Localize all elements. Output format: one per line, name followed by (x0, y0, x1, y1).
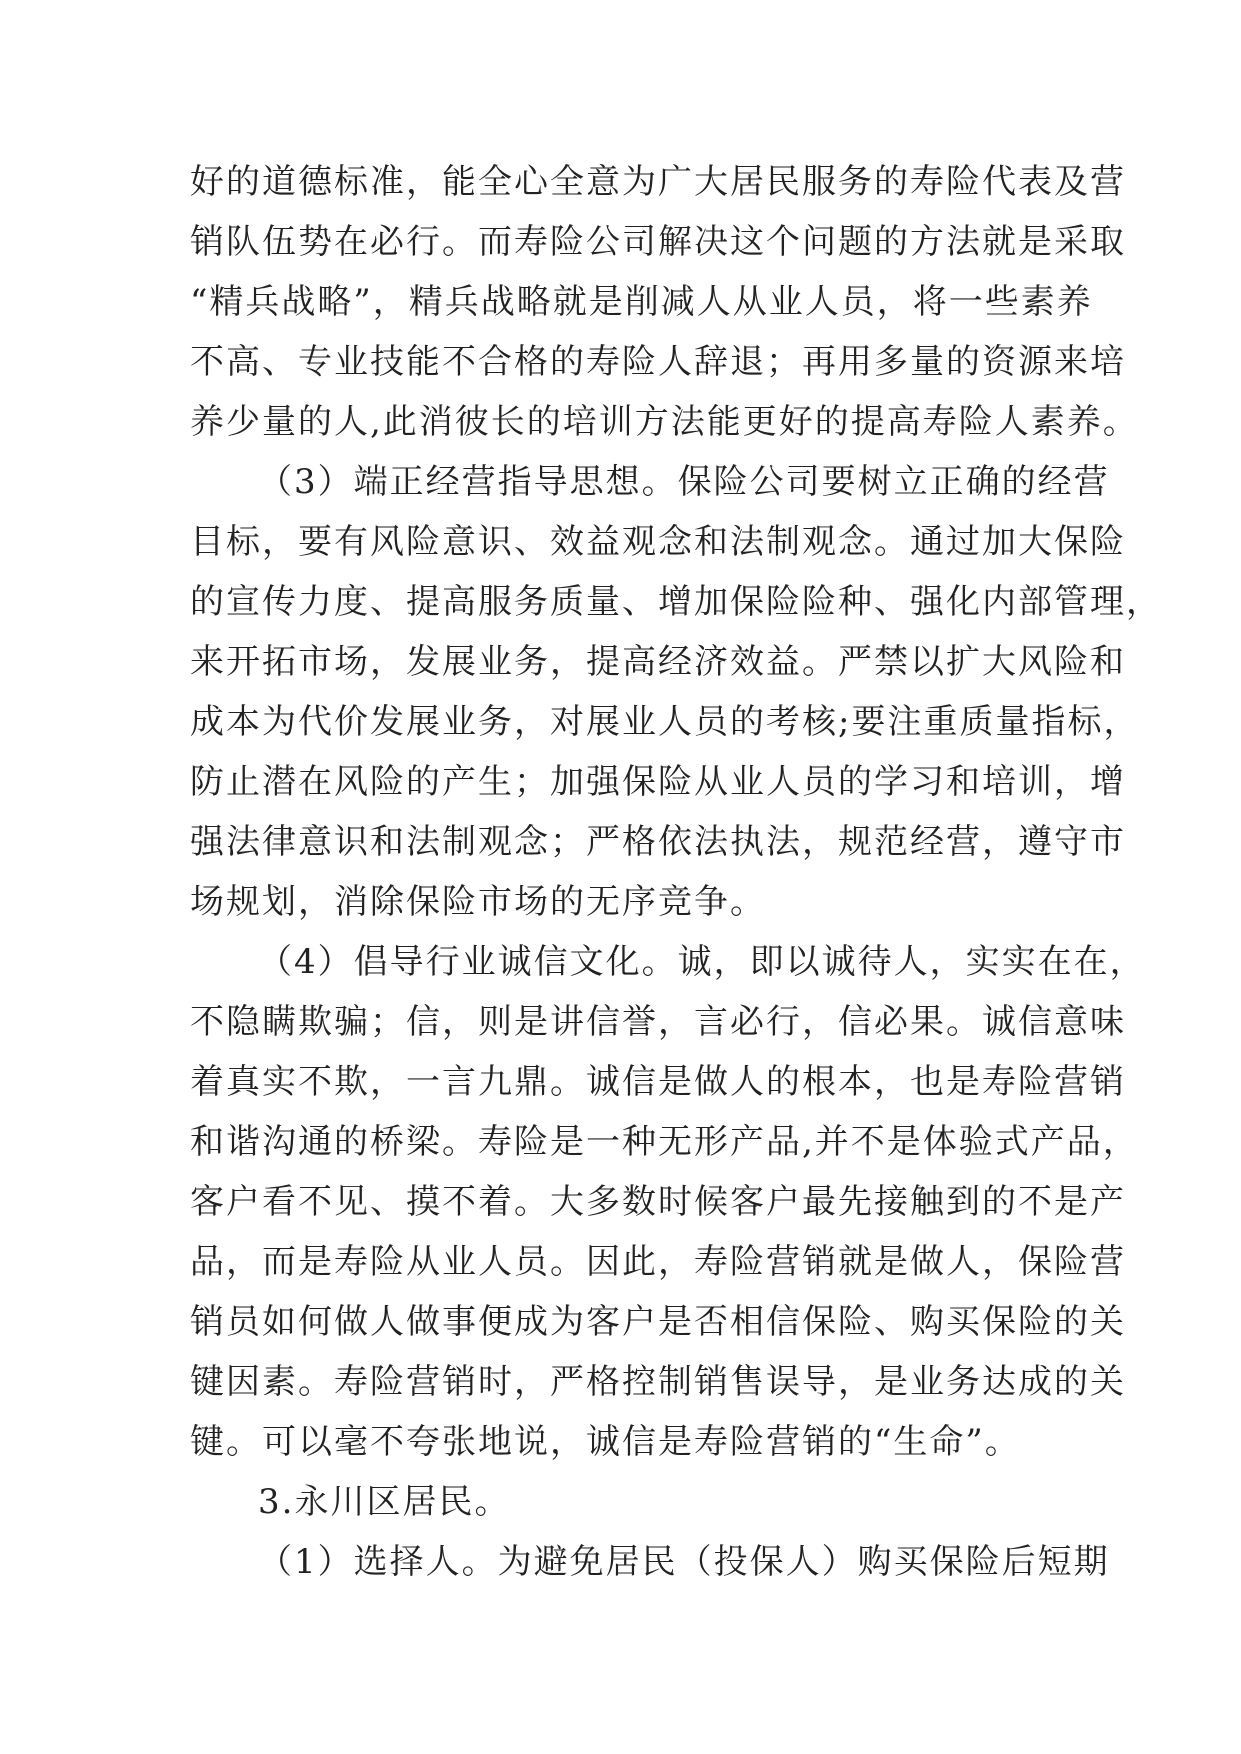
body-text (190, 152, 1162, 1592)
text-line: 着真实不欺，一言九鼎。诚信是做人的根本，也是寿险营销 (190, 1062, 1126, 1102)
text-line: 键。可以毫不夸张地说，诚信是寿险营销的“生命”。 (190, 1422, 1021, 1462)
text-line: 养少量的人,此消彼长的培训方法能更好的提高寿险人素养。 (190, 402, 1139, 442)
text-line: 来开拓市场，发展业务，提高经济效益。严禁以扩大风险和 (190, 642, 1126, 682)
text-line: 成本为代价发展业务，对展业人员的考核;要注重质量指标， (190, 702, 1140, 742)
text-line: 强法律意识和法制观念；严格依法执法，规范经营，遵守市 (190, 822, 1126, 862)
text-line: 客户看不见、摸不着。大多数时候客户最先接触到的不是产 (190, 1182, 1126, 1222)
paragraph-heading-3: （3）端正经营指导思想。保险公司要树立正确的经营 (258, 462, 1110, 502)
text-line: 的宣传力度、提高服务质量、增加保险险种、强化内部管理， (190, 582, 1162, 622)
text-line: 品，而是寿险从业人员。因此，寿险营销就是做人，保险营 (190, 1242, 1126, 1282)
text-line: “精兵战略”，精兵战略就是削减人从业人员，将一些素养 (190, 282, 1093, 322)
paragraph-heading-4: （4）倡导行业诚信文化。诚，即以诚待人，实实在在， (258, 942, 1146, 982)
text-line: 键因素。寿险营销时，严格控制销售误导，是业务达成的关 (190, 1362, 1126, 1402)
paragraph-heading-1: （1）选择人。为避免居民（投保人）购买保险后短期 (258, 1542, 1110, 1582)
section-heading: 3.永川区居民。 (258, 1482, 511, 1522)
text-line: 和谐沟通的桥梁。寿险是一种无形产品,并不是体验式产品， (190, 1122, 1139, 1162)
text-line: 销员如何做人做事便成为客户是否相信保险、购买保险的关 (190, 1302, 1126, 1342)
text-line: 防止潜在风险的产生；加强保险从业人员的学习和培训，增 (190, 762, 1126, 802)
text-line: 场规划，消除保险市场的无序竞争。 (190, 882, 766, 922)
text-line: 目标，要有风险意识、效益观念和法制观念。通过加大保险 (190, 522, 1126, 562)
text-line: 不隐瞒欺骗；信，则是讲信誉，言必行，信必果。诚信意味 (190, 1002, 1126, 1042)
text-line: 好的道德标准，能全心全意为广大居民服务的寿险代表及营 (190, 162, 1126, 202)
text-line: 不高、专业技能不合格的寿险人辞退；再用多量的资源来培 (190, 342, 1126, 382)
text-line: 销队伍势在必行。而寿险公司解决这个问题的方法就是采取 (190, 222, 1126, 262)
